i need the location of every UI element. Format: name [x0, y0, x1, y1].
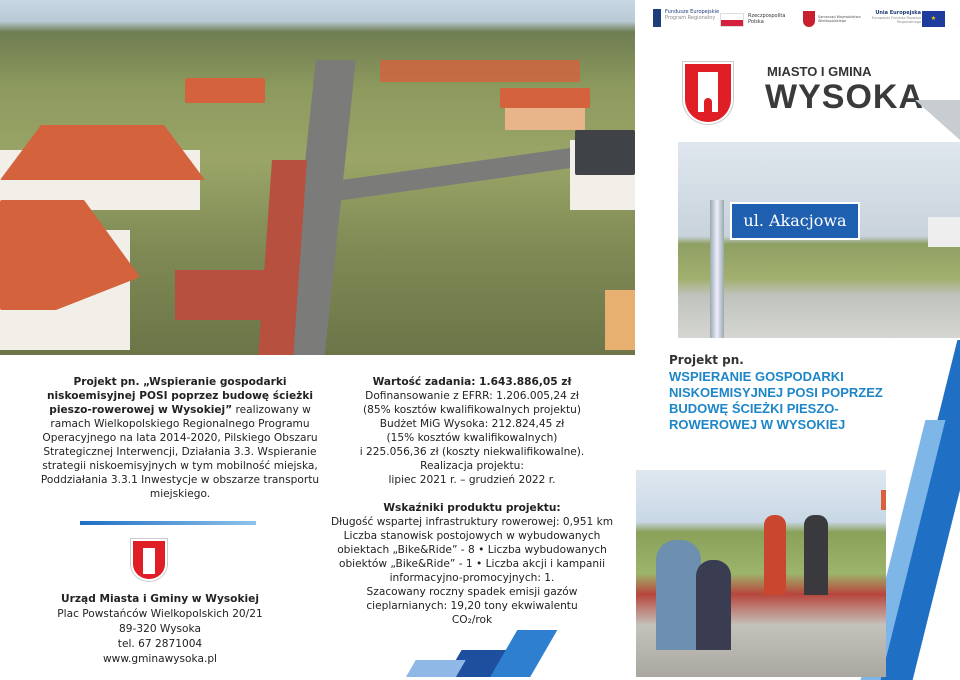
office-postal: 89-320 Wysoka — [119, 623, 201, 635]
office-address: Plac Powstańców Wielkopolskich 20/21 — [57, 608, 263, 620]
task-value: Wartość zadania: 1.643.886,05 zł — [372, 376, 572, 388]
funding-line: (15% kosztów kwalifikowalnych) — [386, 432, 558, 444]
wielkopolska-crest-icon — [803, 11, 815, 27]
indicator: Szacowany roczny spadek emisji gazów cieplarnianych: 19,20 tony ekwiwalentu CO₂/rok — [366, 586, 578, 626]
indicator: Długość wspartej infrastruktury rowerowej: 0,951 km — [330, 516, 614, 528]
indicator: Liczba stanowisk postojowych w wybudowanych obiektach „Bike&Ride” - 8 • Liczba wybudowanych obiektów „Bike&Ride” - 1 • Liczba akcji i kampanii informacyjno-promocyjnych: 1. — [337, 530, 607, 584]
logo-fundusze-europejskie: Fundusze Europejskie Program Regionalny — [653, 9, 733, 21]
project-intro-title: Projekt pn. „Wspieranie gospodarki niskoemisyjnej POSI poprzez budowę ścieżki pieszo-rowerowej w Wysokiej” — [46, 376, 314, 416]
funding-line: Budżet MiG Wysoka: 212.824,45 zł — [379, 418, 565, 430]
seniors-photo — [636, 470, 886, 677]
funding-line: Dofinansowanie z EFRR: 1.206.005,24 zł — [365, 390, 579, 402]
street-sign: ul. Akacjowa — [730, 202, 860, 240]
logo-wielkopolska: Samorząd Województwa Wielkopolskiego — [818, 15, 861, 23]
office-website[interactable]: www.gminawysoka.pl — [103, 653, 217, 665]
header-title: WYSOKA — [765, 78, 924, 116]
decorative-stripes — [380, 620, 580, 677]
project-title: WSPIERANIE GOSPODARKI NISKOEMISYJNEJ POSI POPRZEZ BUDOWĘ ŚCIEŻKI PIESZO-ROWEROWEJ W WYSOKIEJ — [669, 369, 883, 432]
office-name: Urząd Miasta i Gminy w Wysokiej — [61, 593, 259, 605]
project-intro-text: realizowany w ramach Wielkopolskiego Regionalnego Programu Operacyjnego na lata 2014-2020, Pilskiego Obszaru Strategicznej Interwencji, Działania 3.3. Wspieranie strategii niskoemisyjnych w tym mobilność miejska, Poddziałania 3.3.1 Inwestycje w obszarze transportu miejskiego. — [40, 404, 320, 500]
eu-flag-icon: ★ — [922, 11, 945, 27]
funding-line: lipiec 2021 r. – grudzień 2022 r. — [388, 474, 556, 486]
funding-line: (85% kosztów kwalifikowalnych projektu) — [362, 404, 582, 416]
logo-rzeczpospolita: Rzeczpospolita Polska — [748, 13, 786, 25]
coat-of-arms-logo — [131, 539, 167, 581]
decorative-triangle — [915, 100, 960, 140]
office-phone: tel. 67 2871004 — [117, 638, 203, 650]
funding-block — [322, 375, 622, 627]
coat-of-arms-logo — [683, 62, 733, 124]
street-sign-photo — [678, 142, 960, 338]
project-intro — [34, 375, 326, 501]
aerial-photo — [0, 0, 635, 355]
funding-line: i 225.056,36 zł (koszty niekwalifikowalne). — [359, 446, 585, 458]
header-subtitle: MIASTO I GMINA — [767, 64, 872, 79]
divider — [80, 521, 256, 525]
logo-unia-europejska: Unia Europejska Europejski Fundusz Rozwoju Regionalnego — [871, 10, 921, 24]
contact-block — [30, 592, 290, 667]
indicators-title: Wskaźniki produktu projektu: — [383, 502, 561, 514]
project-label: Projekt pn. — [669, 353, 744, 367]
polish-flag-icon — [720, 13, 744, 27]
funding-line: Realizacja projektu: — [420, 460, 524, 472]
